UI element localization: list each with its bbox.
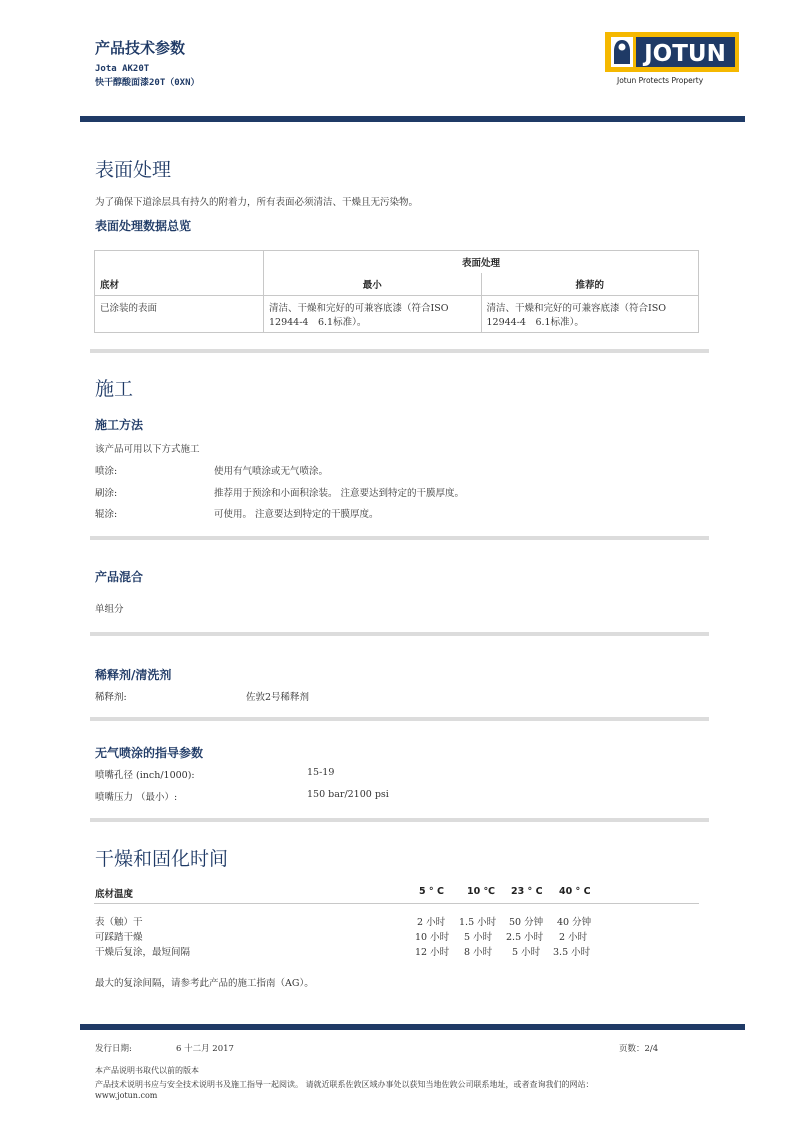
- cell-min-line1: 清洁、干燥和完好的可兼容底漆（符合ISO: [269, 303, 449, 314]
- drying-cell: 10 小时: [415, 932, 450, 943]
- section-heading-application: 施工: [95, 378, 134, 400]
- surface-prep-table: [94, 250, 699, 333]
- drying-cell: 8 小时: [464, 947, 493, 958]
- drying-cell: 1.5 小时: [459, 917, 497, 928]
- issue-label: 发行日期:: [95, 1044, 132, 1054]
- drying-row-label: 可踩踏干燥: [95, 932, 143, 943]
- method-value: 推荐用于预涂和小面积涂装。 注意要达到特定的干膜厚度。: [214, 488, 465, 499]
- page-number: 页数：2/4: [619, 1044, 659, 1054]
- temp-header: 10 ℃: [467, 886, 496, 897]
- surface-intro: 为了确保下道涂层具有持久的附着力，所有表面必须清洁、干燥且无污染物。: [95, 197, 419, 208]
- method-value: 使用有气喷涂或无气喷涂。: [214, 466, 329, 477]
- svg-text:JOTUN: JOTUN: [644, 41, 726, 67]
- footer-line1: 本产品说明书取代以前的版本: [95, 1066, 199, 1075]
- section-divider: [90, 349, 709, 353]
- col-substrate: 底材: [95, 251, 264, 296]
- methods-heading: 施工方法: [95, 418, 144, 432]
- drying-cell: 50 分钟: [509, 917, 544, 928]
- footer-line2: 产品技术说明书应与安全技术说明书及施工指导一起阅读。 请就近联系佐敦区域办事处以获知当地佐敦公司联系地址，或者查询我们的网站：: [95, 1080, 594, 1089]
- airless-label: 喷嘴压力 （最小）:: [95, 792, 178, 803]
- table-row: [95, 296, 699, 333]
- jotun-logo: [605, 32, 739, 72]
- airless-value: 150 bar/2100 psi: [307, 789, 389, 800]
- drying-col-label: 底材温度: [95, 889, 134, 900]
- header-rule: [80, 116, 745, 122]
- thinner-value: 佐敦2号稀释剂: [246, 692, 310, 703]
- col-recommended: 推荐的: [481, 273, 699, 296]
- drying-note: 最大的复涂间隔，请参考此产品的施工指南（AG）。: [95, 978, 314, 989]
- section-heading-drying: 干燥和固化时间: [95, 848, 229, 870]
- cell-rec-line2: 12944-4 6.1标准）。: [486, 317, 584, 328]
- airless-value: 15-19: [307, 767, 335, 778]
- method-label: 刷涂:: [95, 488, 118, 499]
- method-label: 辊涂:: [95, 509, 118, 520]
- drying-row-label: 表（触）干: [95, 917, 143, 928]
- cell-recommended: [481, 296, 699, 333]
- drying-cell: 2 小时: [417, 917, 446, 928]
- product-desc: 快干醇酸面漆20T（0XN）: [95, 78, 200, 88]
- footer-url[interactable]: www.jotun.com: [95, 1091, 158, 1100]
- temp-header: 5 ° C: [419, 886, 444, 897]
- issue-date: 6 十二月 2017: [176, 1044, 234, 1054]
- surface-summary-heading: 表面处理数据总览: [95, 219, 192, 233]
- mixing-heading: 产品混合: [95, 570, 144, 584]
- cell-substrate: 已涂装的表面: [95, 296, 264, 333]
- cell-min: [264, 296, 482, 333]
- drying-cell: 40 分钟: [557, 917, 592, 928]
- col-group-surface: 表面处理: [264, 251, 699, 274]
- section-divider: [90, 717, 709, 721]
- cell-min-line2: 12944-4 6.1标准）。: [269, 317, 367, 328]
- drying-cell: 5 小时: [512, 947, 541, 958]
- product-name: Jota AK20T: [95, 64, 150, 74]
- section-heading-surface: 表面处理: [95, 159, 172, 181]
- temp-header: 23 ° C: [511, 886, 543, 897]
- methods-intro: 该产品可用以下方式施工: [95, 444, 200, 455]
- brand-tagline: Jotun Protects Property: [617, 76, 704, 85]
- thinner-label: 稀释剂:: [95, 692, 127, 703]
- doc-title: 产品技术参数: [95, 39, 186, 57]
- drying-cell: 3.5 小时: [553, 947, 591, 958]
- footer-rule: [80, 1024, 745, 1030]
- cell-rec-line1: 清洁、干燥和完好的可兼容底漆（符合ISO: [486, 303, 667, 314]
- airless-heading: 无气喷涂的指导参数: [95, 746, 204, 760]
- section-divider: [90, 536, 709, 540]
- col-min: 最小: [264, 273, 482, 296]
- airless-label: 喷嘴孔径 (inch/1000):: [95, 770, 195, 781]
- temp-header: 40 ° C: [559, 886, 591, 897]
- drying-cell: 12 小时: [415, 947, 450, 958]
- section-divider: [90, 632, 709, 636]
- thinner-heading: 稀释剂/清洗剂: [95, 668, 172, 682]
- method-value: 可使用。 注意要达到特定的干膜厚度。: [214, 509, 379, 520]
- drying-cell: 5 小时: [464, 932, 493, 943]
- drying-row-label: 干燥后复涂，最短间隔: [95, 947, 191, 958]
- drying-cell: 2.5 小时: [506, 932, 544, 943]
- drying-cell: 2 小时: [559, 932, 588, 943]
- section-divider: [90, 818, 709, 822]
- mixing-value: 单组分: [95, 604, 124, 615]
- drying-header-rule: [94, 903, 699, 904]
- method-label: 喷涂:: [95, 466, 118, 477]
